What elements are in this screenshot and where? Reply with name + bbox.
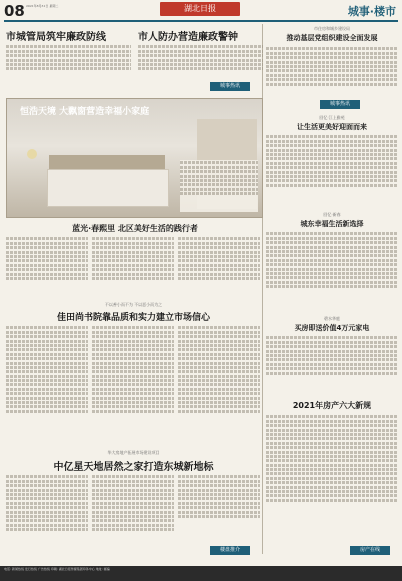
headline-a: 市城管局筑牢廉政防线 bbox=[6, 32, 106, 43]
tag-right-news: 城事热讯 bbox=[320, 100, 360, 109]
bed bbox=[47, 169, 169, 207]
headline-b: 市人防办营造廉政警钟 bbox=[138, 32, 238, 43]
right-title-3: 城东幸福生活新选择 bbox=[300, 220, 364, 228]
right-kicker-2: 回忆·江上雅苑 bbox=[319, 115, 345, 120]
page-number: 08 bbox=[4, 2, 25, 20]
article-a-body bbox=[6, 44, 131, 74]
section-b-kicker: 不以善小而不为 不以恶小而为之 bbox=[104, 302, 163, 307]
article-b-body bbox=[138, 44, 263, 74]
section-a-col2 bbox=[92, 236, 174, 298]
right-body-5 bbox=[266, 414, 398, 542]
masthead-logo: 湖北日报 bbox=[160, 2, 240, 16]
section-c-col3 bbox=[178, 474, 260, 539]
lamp bbox=[27, 149, 37, 159]
photo-title: 恒浩天境 大飘窗营造幸福小家庭 bbox=[20, 107, 150, 117]
section-title: 城事·楼市 bbox=[347, 5, 396, 18]
tag-news: 城事热讯 bbox=[210, 82, 250, 91]
section-c-col1 bbox=[6, 474, 88, 554]
tag-property: 房产在线 bbox=[350, 546, 390, 555]
section-b-col3 bbox=[178, 325, 260, 445]
right-kicker-3: 回忆·新春 bbox=[323, 212, 341, 217]
right-kicker-1: 市住房和城乡建设局 bbox=[314, 26, 350, 31]
section-c-kicker: 华大房地产拓展市场建设项目 bbox=[107, 450, 160, 455]
section-b-col2 bbox=[92, 325, 174, 445]
section-a-col1 bbox=[6, 236, 88, 298]
section-c-col2 bbox=[92, 474, 174, 554]
issue-date: 2021年8月31日 星期二 bbox=[26, 4, 59, 8]
section-a-title: 蓝光·春熙里 北区美好生活的践行者 bbox=[72, 224, 198, 233]
tag-listing: 楼盘推介 bbox=[210, 546, 250, 555]
right-title-1: 推动基层党组织建设全面发展 bbox=[286, 34, 378, 42]
section-a-col3 bbox=[178, 236, 260, 298]
right-kicker-4: 碧水华庭 bbox=[324, 316, 340, 321]
right-body-1 bbox=[266, 46, 398, 98]
section-b-title: 佳田尚书院靠品质和实力建立市场信心 bbox=[56, 313, 210, 323]
header-rule bbox=[4, 20, 398, 22]
footer-bar: 电话: 新闻热线 发行热线 广告热线 印刷: 湖北日报传媒集团印务中心 地址: 邮编 bbox=[0, 566, 402, 581]
right-body-3 bbox=[266, 231, 398, 311]
right-title-4: 买房即送价值4万元家电 bbox=[294, 324, 370, 332]
right-body-2 bbox=[266, 134, 398, 206]
photo-caption bbox=[180, 160, 258, 212]
right-body-4 bbox=[266, 335, 398, 393]
right-title-2: 让生活更美好迎面而来 bbox=[297, 123, 367, 131]
section-b-col1 bbox=[6, 325, 88, 445]
right-title-5: 2021年房产六大新规 bbox=[292, 401, 372, 410]
section-c-title: 中亿星天地居然之家打造东城新地标 bbox=[53, 462, 214, 473]
